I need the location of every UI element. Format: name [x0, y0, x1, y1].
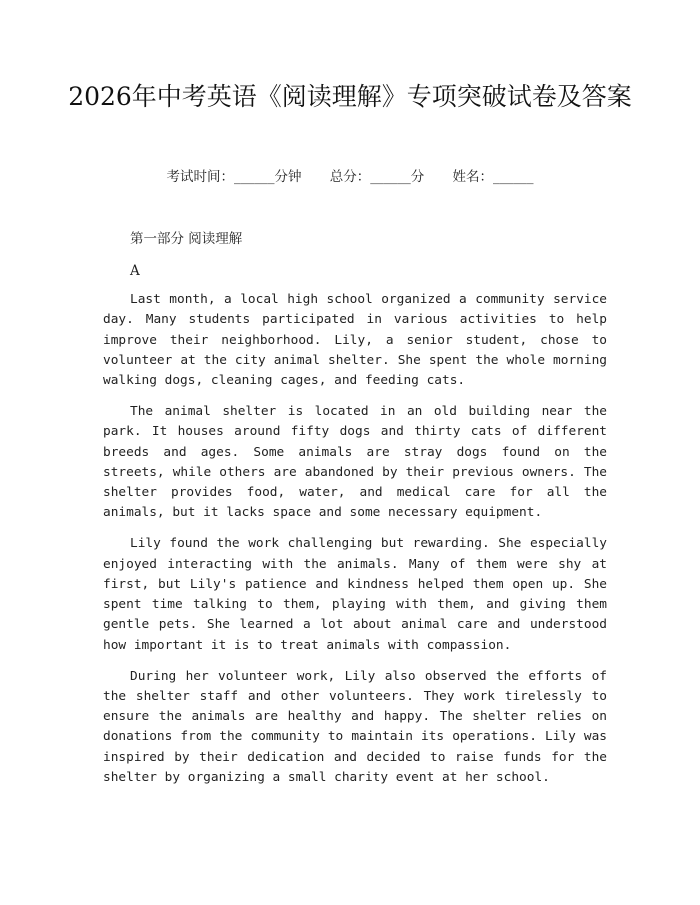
section-heading: 第一部分 阅读理解 [130, 231, 243, 247]
exam-info-line [0, 167, 700, 187]
passage-paragraph: The animal shelter is located in an old building near the park. It houses around fifty dogs and thirty cats of different breeds and ages. Some animals are stray dogs found on the streets, while others are abandoned by their previous owners. The shelter provides food, water, and medical care for all the animals, but it lacks space and some necessary equipment. [103, 403, 607, 521]
passage-paragraph: Last month, a local high school organized a community service day. Many students participated in various activities to help improve their neighborhood. Lily, a senior student, chose to volunteer at the city animal shelter. She spent the whole morning walking dogs, cleaning cages, and feeding cats. [103, 292, 607, 389]
total-score-unit: 分 [410, 169, 425, 185]
total-score-label: 总分： [329, 169, 371, 185]
document-title: 2026年中考英语《阅读理解》专项突破试卷及答案 [68, 82, 632, 111]
passage-paragraph: During her volunteer work, Lily also observed the efforts of the shelter staff and other volunteers. They work tirelessly to ensure the animals are healthy and happy. The shelter relies on donations from the community to maintain its operations. Lily was inspired by their dedication and decided to raise funds for the shelter by organizing a small charity event at her school. [103, 668, 607, 786]
passage-label: A [130, 263, 140, 279]
total-score-blank: ______ [370, 169, 411, 185]
exam-time-unit: 分钟 [274, 169, 302, 185]
exam-time-label: 考试时间： [166, 169, 234, 185]
student-name-blank: ______ [493, 169, 534, 185]
exam-time-blank: ______ [233, 169, 275, 185]
exam-time-field [166, 169, 301, 185]
total-score-field [330, 169, 425, 185]
passage-paragraph: Lily found the work challenging but rewarding. She especially enjoyed interacting with the animals. Many of them were shy at first, but Lily's patience and kindness helped them open up. She spent time talking to them, playing with them, and giving them gentle pets. She learned a lot about animal care and understood how important it is to treat animals with compassion. [103, 536, 607, 653]
student-name-label: 姓名： [452, 169, 494, 185]
student-name-field [453, 169, 534, 185]
passage-body [103, 290, 607, 799]
